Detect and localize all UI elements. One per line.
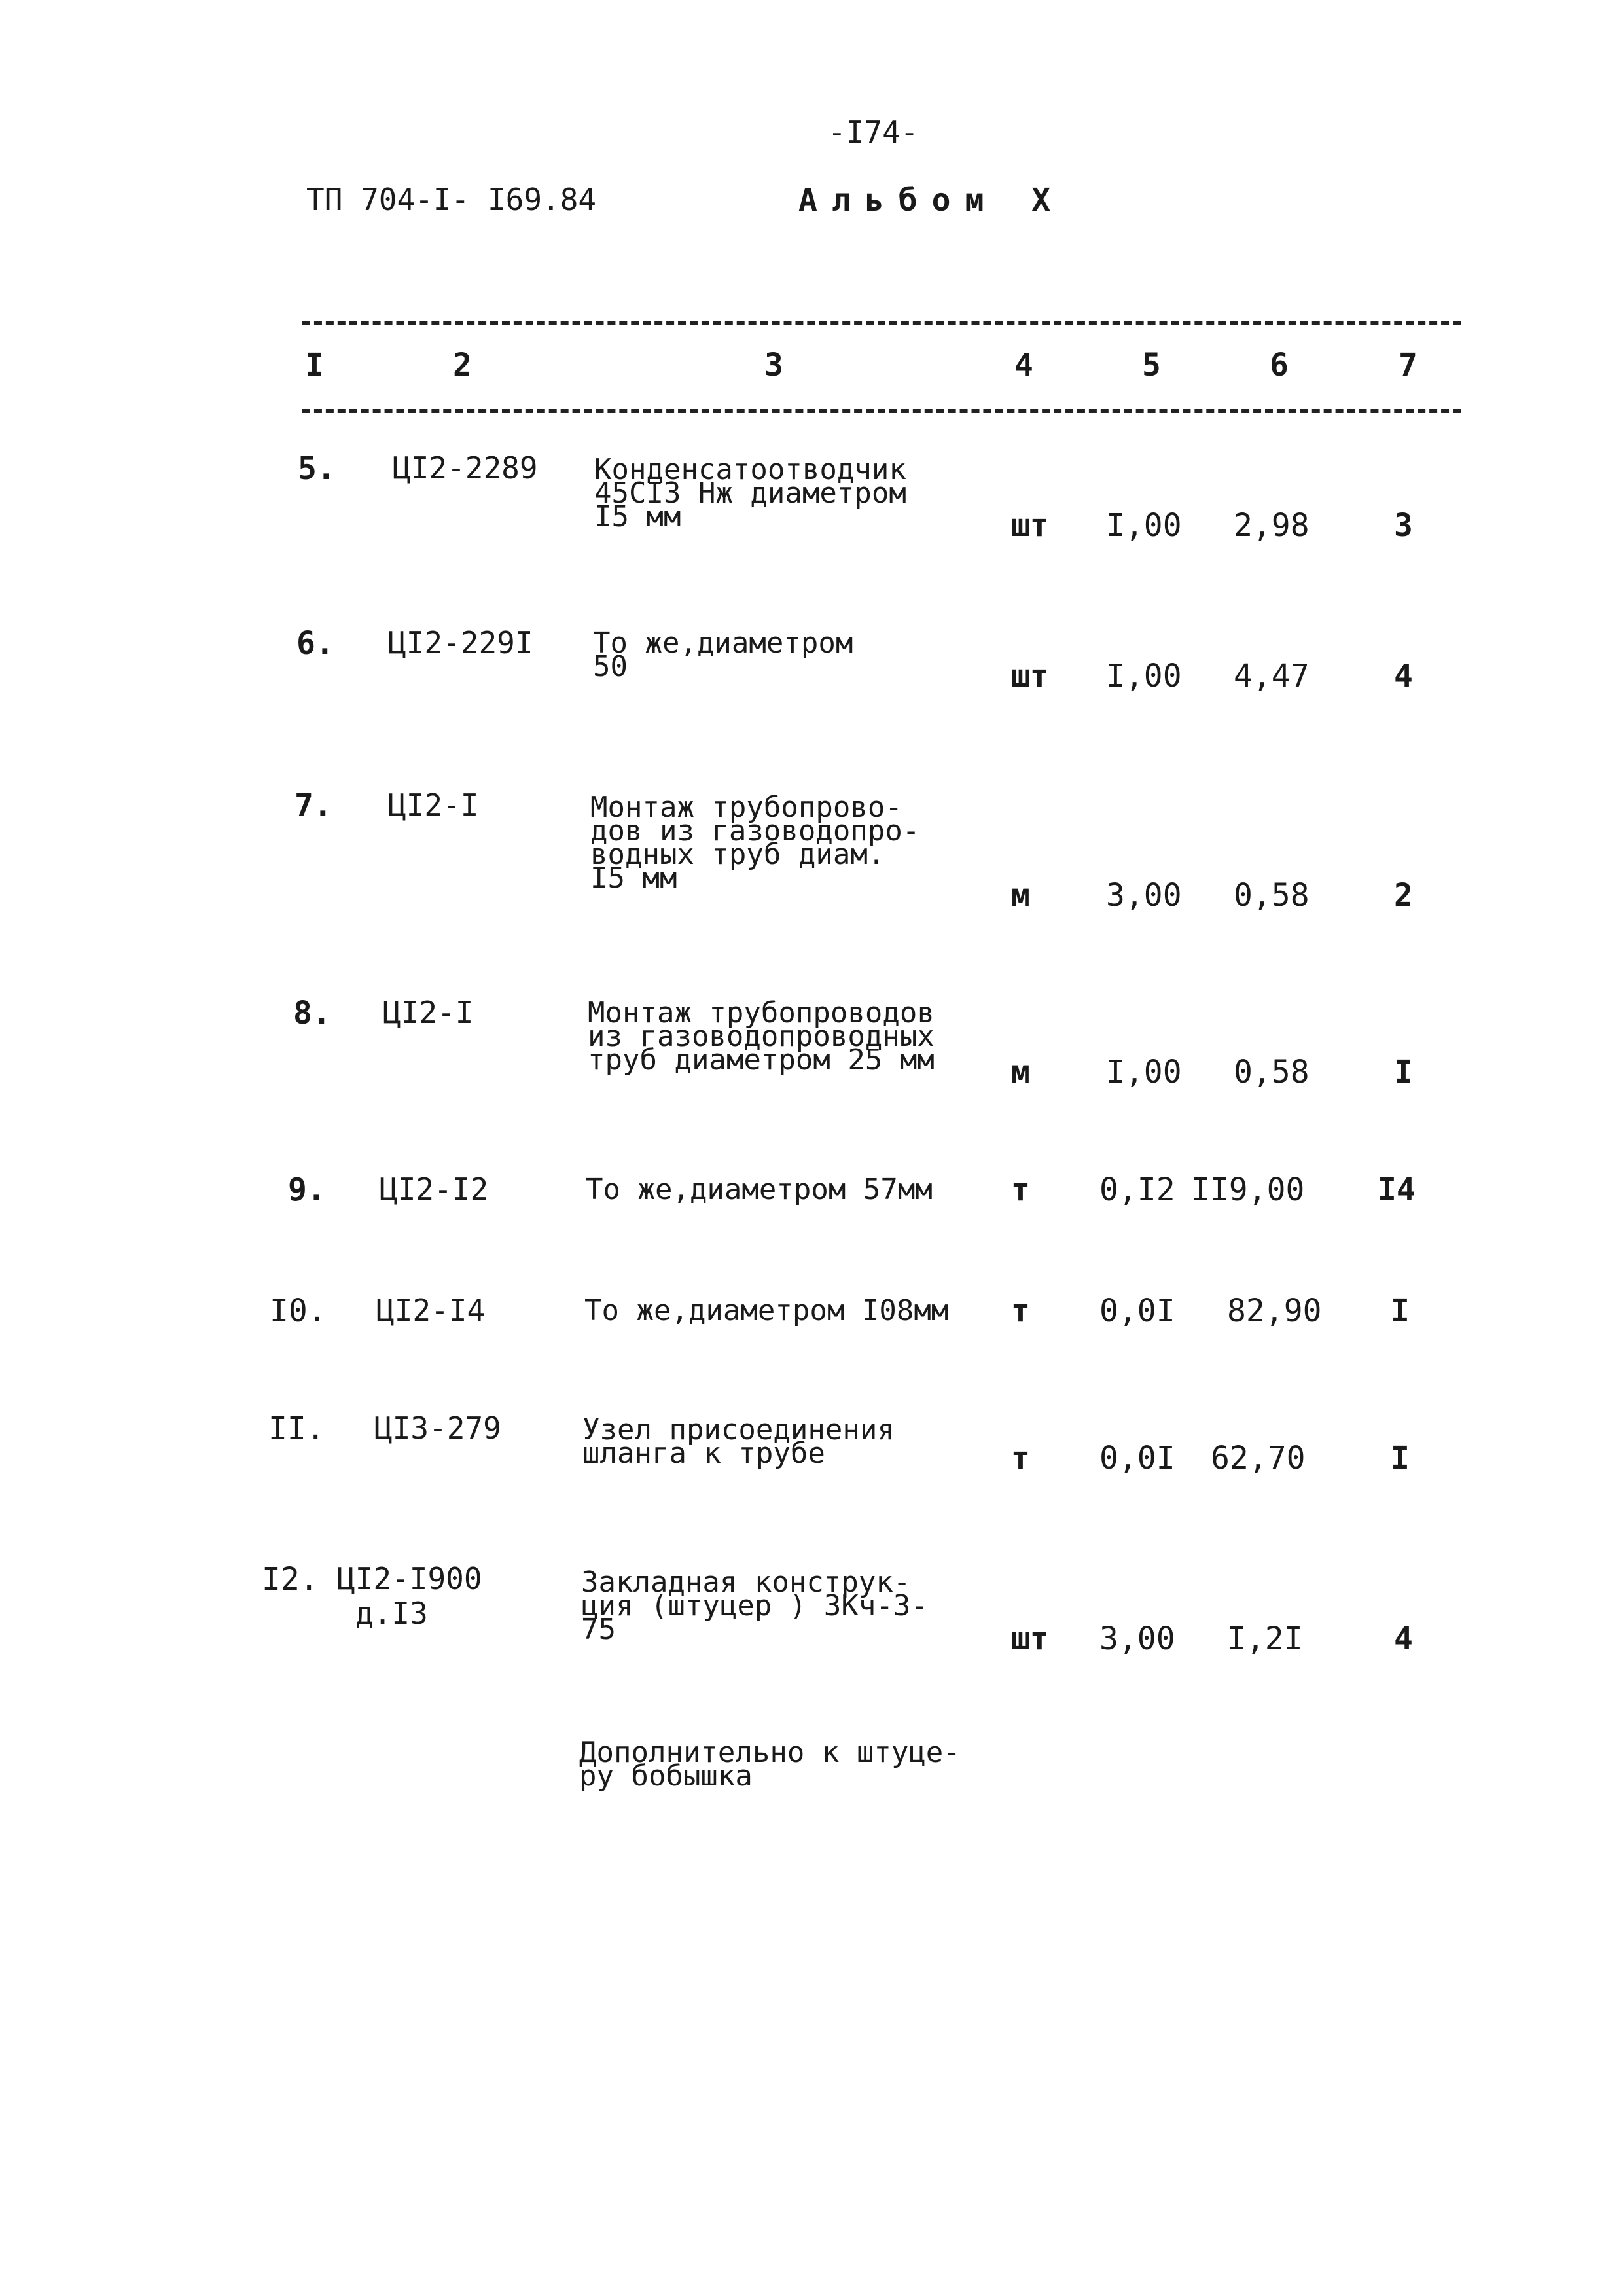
row-column-7: I bbox=[1391, 1440, 1410, 1477]
row-description-line: Монтаж трубопроводов bbox=[588, 996, 935, 1030]
row-description-line: ция (штуцер ) ЗКч-3- bbox=[581, 1589, 928, 1623]
table-header-rule bbox=[302, 409, 1461, 413]
row-description-line: Узел присоединения bbox=[582, 1413, 895, 1446]
row-price: I,2I bbox=[1227, 1621, 1303, 1657]
row-code: ЦI2-2289 bbox=[393, 450, 538, 486]
row-number: I0. bbox=[270, 1293, 327, 1329]
row-unit: т bbox=[1011, 1172, 1030, 1208]
row-unit: м bbox=[1011, 1054, 1030, 1090]
album-title: Альбом Х bbox=[798, 182, 1065, 219]
column-header-1: I bbox=[305, 347, 324, 384]
row-description-line: шланга к трубе bbox=[582, 1437, 825, 1470]
row-description-line: труб диаметром 25 мм bbox=[588, 1043, 935, 1077]
row-description-line: I5 мм bbox=[594, 500, 681, 533]
row-unit: м bbox=[1011, 877, 1030, 914]
row-column-7: 3 bbox=[1394, 507, 1413, 544]
row-price: 82,90 bbox=[1227, 1293, 1322, 1329]
row-code: ЦI3-279 bbox=[374, 1410, 501, 1446]
row-code: ЦI2-229I bbox=[388, 625, 533, 660]
row-code: ЦI2-I900 bbox=[337, 1561, 482, 1596]
row-description-line: Конденсатоотводчик bbox=[594, 453, 906, 486]
row-quantity: 3,00 bbox=[1099, 1621, 1175, 1657]
row-description-line: из газоводопроводных bbox=[588, 1020, 935, 1053]
column-header-3: 3 bbox=[764, 347, 783, 384]
row-price: 4,47 bbox=[1234, 658, 1310, 694]
row-price: 0,58 bbox=[1234, 877, 1310, 914]
row-description-line: 75 bbox=[581, 1613, 616, 1646]
row-column-7: I bbox=[1394, 1054, 1413, 1090]
row-price: 2,98 bbox=[1234, 507, 1310, 544]
row-quantity: 0,I2 bbox=[1099, 1172, 1175, 1208]
column-header-2: 2 bbox=[453, 347, 472, 384]
column-header-4: 4 bbox=[1014, 347, 1033, 384]
row-column-7: 2 bbox=[1394, 877, 1413, 914]
row-number: 7. bbox=[294, 787, 332, 824]
row-description-line: I5 мм bbox=[590, 861, 677, 895]
row-description-line: То же,диаметром I08мм bbox=[584, 1294, 949, 1327]
note-line: Дополнительно к штуце- bbox=[579, 1736, 961, 1769]
row-code: ЦI2-I2 bbox=[380, 1172, 489, 1207]
row-price: 62,70 bbox=[1211, 1440, 1306, 1477]
row-description-line: То же,диаметром bbox=[593, 626, 853, 660]
row-description-line: Закладная конструк- bbox=[581, 1566, 911, 1599]
row-code: ЦI2-I bbox=[388, 787, 479, 823]
row-quantity: 0,0I bbox=[1099, 1440, 1175, 1477]
row-column-7: I bbox=[1391, 1293, 1410, 1329]
row-number: 8. bbox=[293, 995, 331, 1031]
row-quantity: 3,00 bbox=[1106, 877, 1182, 914]
row-description-line: 50 bbox=[593, 650, 628, 683]
row-number: 5. bbox=[298, 450, 336, 487]
row-unit: т bbox=[1011, 1293, 1030, 1329]
row-column-7: 4 bbox=[1394, 1621, 1413, 1657]
table-top-rule bbox=[302, 321, 1461, 325]
row-number: I2. bbox=[262, 1561, 319, 1598]
column-header-7: 7 bbox=[1399, 347, 1418, 384]
row-description-line: дов из газоводопро- bbox=[590, 814, 920, 848]
row-price: II9,00 bbox=[1191, 1172, 1305, 1208]
row-code: ЦI2-I bbox=[383, 995, 474, 1030]
row-unit: шт bbox=[1011, 1621, 1049, 1657]
row-unit: т bbox=[1011, 1440, 1030, 1477]
row-quantity: I,00 bbox=[1106, 658, 1182, 694]
row-unit: шт bbox=[1011, 658, 1049, 694]
column-header-6: 6 bbox=[1270, 347, 1289, 384]
row-number: 6. bbox=[296, 625, 334, 662]
row-description-line: То же,диаметром 57мм bbox=[586, 1173, 933, 1206]
row-quantity: 0,0I bbox=[1099, 1293, 1175, 1329]
row-description-line: водных труб диам. bbox=[590, 838, 885, 871]
row-code-secondary: д.I3 bbox=[355, 1596, 428, 1631]
row-price: 0,58 bbox=[1234, 1054, 1310, 1090]
row-code: ЦI2-I4 bbox=[376, 1293, 486, 1328]
row-unit: шт bbox=[1011, 507, 1049, 544]
row-description-line: Монтаж трубопрово- bbox=[590, 791, 902, 824]
document-code: ТП 704-I- I69.84 bbox=[306, 182, 597, 217]
row-description-line: 45СI3 Нж диаметром bbox=[594, 476, 906, 510]
row-column-7: 4 bbox=[1394, 658, 1413, 694]
column-header-5: 5 bbox=[1142, 347, 1161, 384]
row-number: II. bbox=[268, 1410, 325, 1447]
row-number: 9. bbox=[288, 1172, 326, 1208]
page-number: -I74- bbox=[828, 115, 919, 150]
row-quantity: I,00 bbox=[1106, 507, 1182, 544]
row-column-7: I4 bbox=[1378, 1172, 1416, 1208]
note-line: ру бобышка bbox=[579, 1759, 753, 1793]
row-quantity: I,00 bbox=[1106, 1054, 1182, 1090]
